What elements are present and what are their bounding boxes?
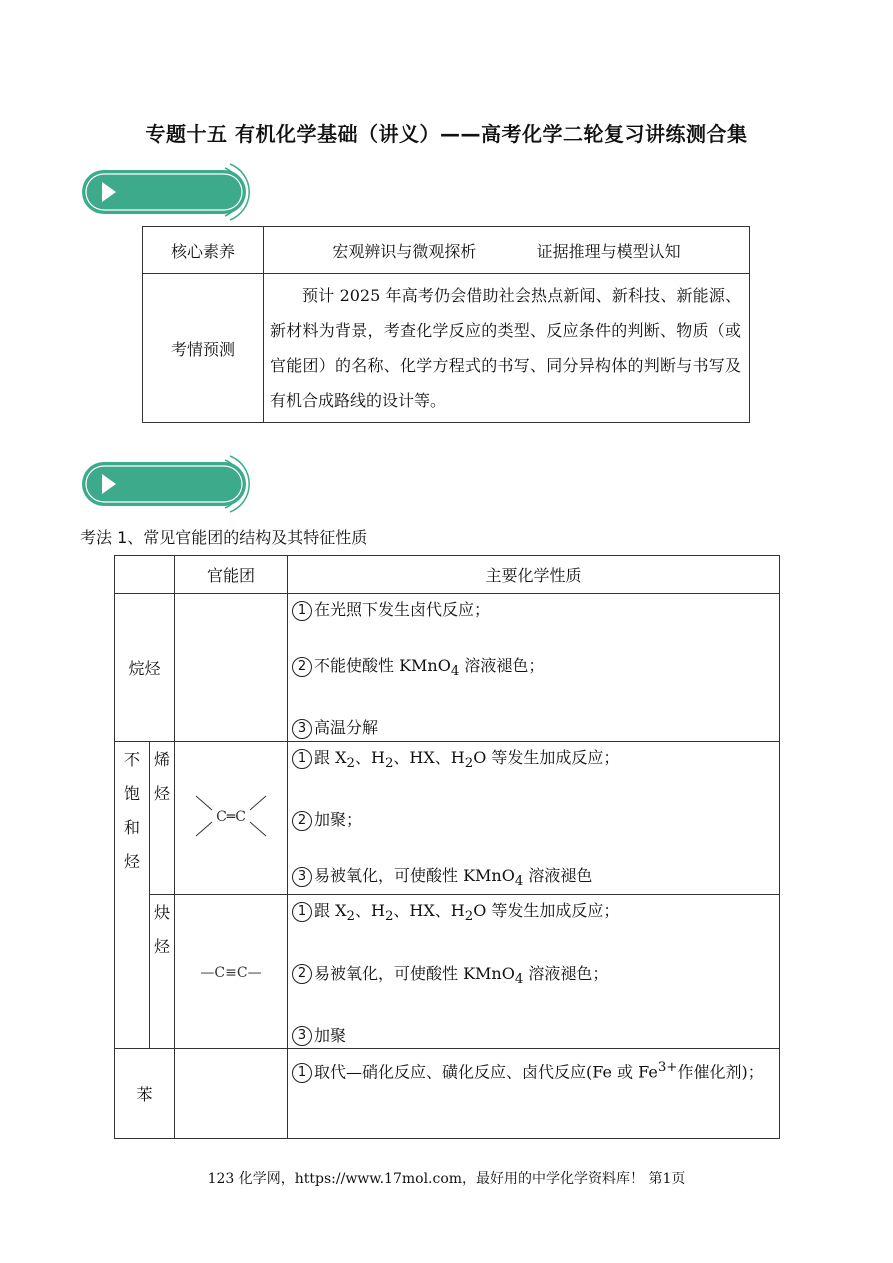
circled-number: 1	[292, 902, 312, 922]
page-footer: 123 化学网，https://www.17mol.com，最好用的中学化学资料库！ 第1页	[207, 1171, 686, 1187]
property-text: 、H	[354, 901, 385, 921]
alkane-properties	[288, 594, 780, 742]
subscript: 2	[464, 909, 474, 925]
char: 炔	[153, 903, 170, 923]
functional-group-table	[114, 555, 780, 1139]
core-literacy-label: 核心素养	[143, 227, 264, 274]
circled-number: 3	[292, 867, 312, 887]
alkyne-formula: —C≡C—	[200, 965, 262, 982]
property-text: 跟 X	[314, 901, 347, 921]
property-text: 溶液褪色；	[523, 963, 609, 983]
subscript: 4	[514, 971, 524, 987]
alkane-label: 烷烃	[115, 594, 175, 742]
property-text: 加聚；	[314, 810, 363, 830]
subscript: 4	[450, 664, 460, 680]
circled-number: 1	[292, 749, 312, 769]
benzene-structure	[175, 1048, 288, 1138]
property-text: O 等发生加成反应；	[473, 748, 620, 767]
alkene-properties	[288, 742, 780, 895]
property-text: 高温分解	[314, 718, 379, 738]
intro-table	[142, 226, 750, 423]
property-text: 、HX、H	[393, 748, 465, 767]
circled-number: 2	[292, 657, 312, 677]
header-blank	[115, 556, 175, 594]
page-title: 专题十五 有机化学基础（讲义）——高考化学二轮复习讲练测合集	[145, 122, 748, 146]
subscript: 2	[384, 756, 394, 772]
core-literacy-1: 宏观辨识与微观探析	[332, 241, 477, 261]
core-literacy-value	[264, 227, 750, 274]
alkene-formula: C═C	[216, 809, 246, 826]
circled-number: 1	[292, 1063, 312, 1083]
property-text: 加聚	[314, 1025, 347, 1045]
subscript: 4	[514, 874, 524, 890]
circled-number: 3	[292, 1026, 312, 1046]
property-text: 、H	[354, 748, 385, 767]
property-text: 、HX、H	[393, 901, 465, 921]
property-text: 溶液褪色	[523, 866, 593, 886]
char: 烃	[153, 937, 170, 957]
circled-number: 2	[292, 811, 312, 831]
alkane-structure	[175, 594, 288, 742]
exam-forecast-text: 预计 2025 年高考仍会借助社会热点新闻、新科技、新能源、新材料为背景，考查化学反应的类型、反应条件的判断、物质（或官能团）的名称、化学方程式的书写、同分异构体的判断与书写及有机合成路线的设计等。	[264, 274, 750, 423]
char: 烃	[153, 784, 170, 803]
header-properties: 主要化学性质	[288, 556, 780, 594]
alkyne-label	[150, 895, 175, 1048]
subscript: 2	[346, 756, 355, 772]
alkene-structure	[175, 742, 288, 895]
property-text: O 等发生加成反应；	[473, 901, 620, 921]
unsaturated-label	[115, 742, 150, 1049]
property-text: 跟 X	[314, 748, 347, 767]
section-banner-play-icon	[80, 160, 260, 224]
alkyne-properties	[288, 895, 780, 1048]
property-text: 取代—硝化反应、磺化反应、卤代反应(Fe 或 Fe	[314, 1062, 658, 1082]
benzene-properties	[288, 1048, 780, 1138]
char: 不	[123, 750, 140, 769]
property-text: 易被氧化，可使酸性 KMnO	[314, 963, 515, 983]
char: 饱	[123, 784, 140, 803]
section-title: 考法 1、常见官能团的结构及其特征性质	[80, 528, 368, 547]
subscript: 2	[346, 909, 355, 925]
char: 烃	[123, 852, 140, 871]
property-text: 溶液褪色；	[459, 656, 545, 675]
circled-number: 1	[292, 601, 312, 621]
alkyne-structure	[175, 895, 288, 1048]
alkene-label	[150, 742, 175, 895]
superscript: 3+	[657, 1059, 678, 1075]
property-text: 作催化剂)；	[677, 1062, 764, 1082]
char: 烯	[153, 750, 170, 769]
section-banner-play-icon	[80, 452, 260, 516]
core-literacy-2: 证据推理与模型认知	[536, 241, 681, 261]
header-functional-group: 官能团	[175, 556, 288, 594]
circled-number: 2	[292, 964, 312, 984]
subscript: 2	[464, 756, 474, 772]
property-text: 易被氧化，可使酸性 KMnO	[314, 866, 515, 886]
double-bond-structure-icon	[186, 786, 276, 846]
exam-forecast-label: 考情预测	[143, 274, 264, 423]
property-text: 在光照下发生卤代反应；	[314, 600, 491, 619]
property-text: 不能使酸性 KMnO	[314, 656, 451, 675]
benzene-label: 苯	[115, 1048, 175, 1138]
subscript: 2	[384, 909, 394, 925]
char: 和	[123, 818, 140, 837]
circled-number: 3	[292, 719, 312, 739]
